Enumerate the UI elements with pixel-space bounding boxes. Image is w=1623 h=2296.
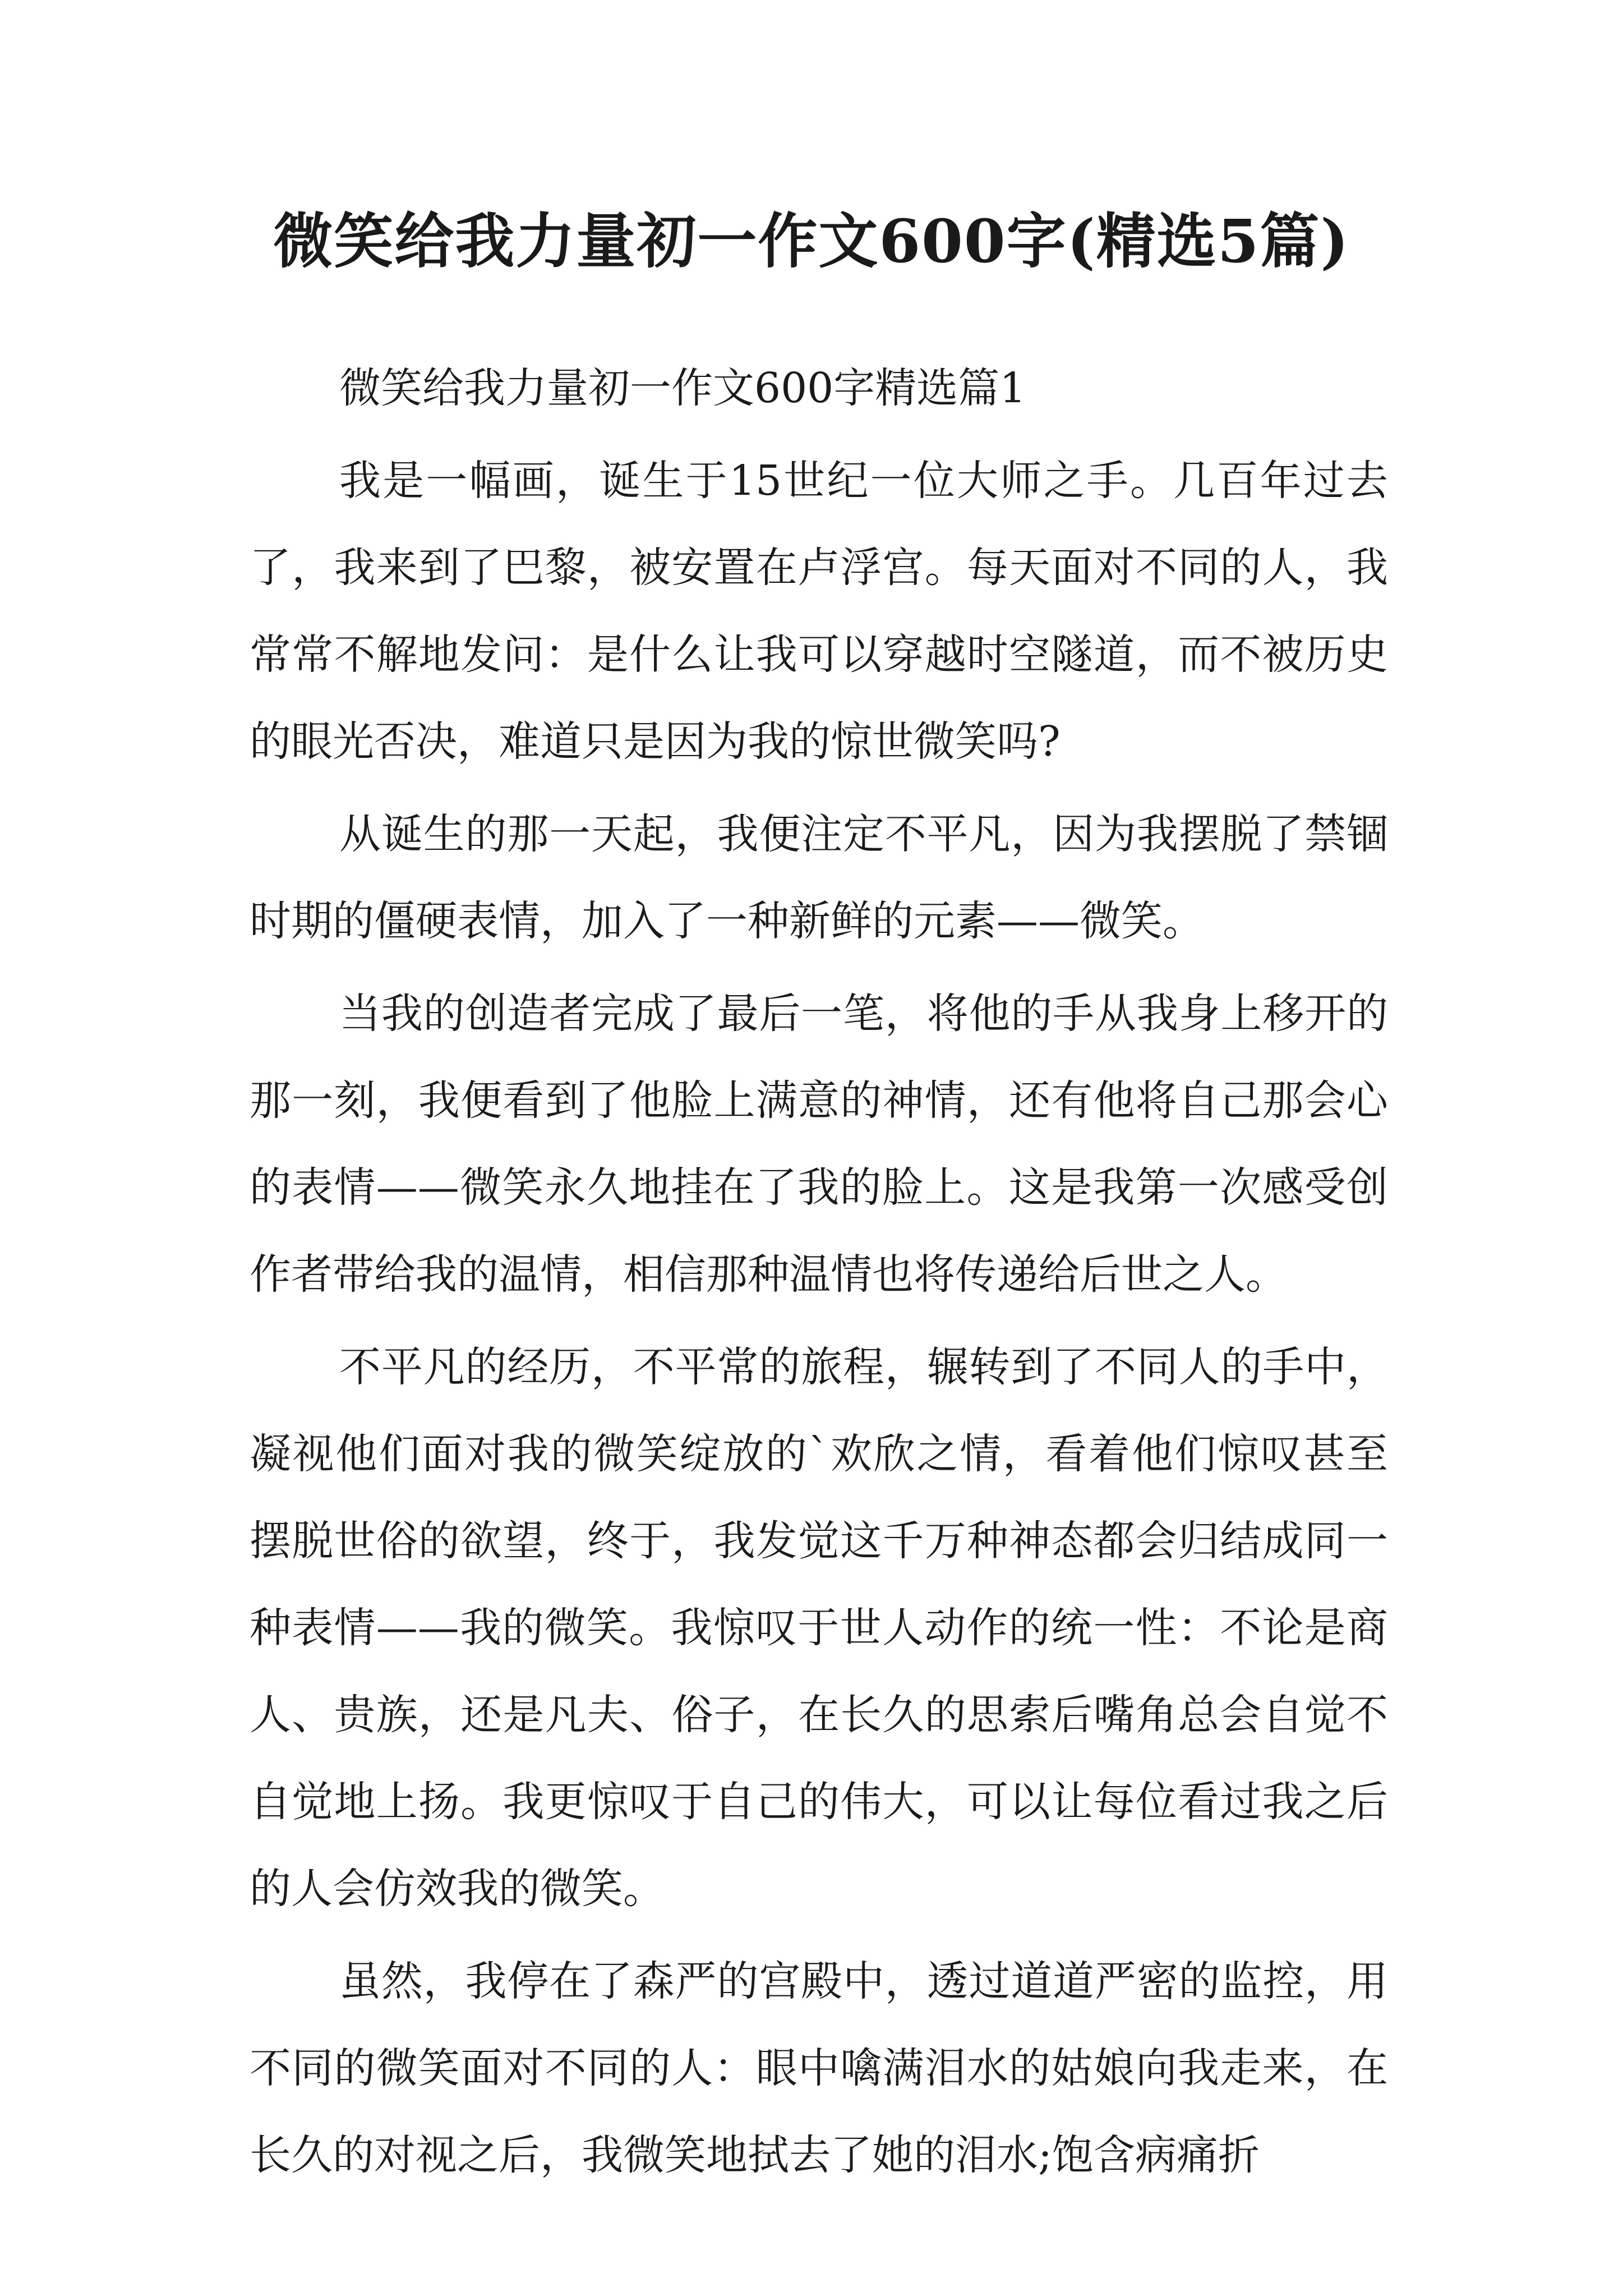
paragraph-5: 虽然，我停在了森严的宫殿中，透过道道严密的监控，用不同的微笑面对不同的人：眼中噙满泪水的姑娘向我走来，在长久的对视之后，我微笑地拭去了她的泪水;饱含病痛折 [250, 1957, 1388, 2179]
paragraph-4: 不平凡的经历，不平常的旅程，辗转到了不同人的手中，凝视他们面对我的微笑绽放的`欢欣之情，看着他们惊叹甚至摆脱世俗的欲望，终于，我发觉这千万种神态都会归结成同一种表情——我的微笑。我惊叹于世人动作的统一性：不论是商人、贵族，还是凡夫、俗子，在长久的思索后嘴角总会自觉不自觉地上扬。我更惊叹于自己的伟大，可以让每位看过我之后的人会仿效我的微笑。 [250, 1343, 1388, 1913]
section-heading: 微笑给我力量初一作文600字精选篇1 [339, 364, 1026, 412]
paragraph-3: 当我的创造者完成了最后一笔，将他的手从我身上移开的那一刻，我便看到了他脸上满意的神情，还有他将自己那会心的表情——微笑永久地挂在了我的脸上。这是我第一次感受创作者带给我的温情，相信那种温情也将传递给后世之人。 [250, 990, 1388, 1299]
paragraph-1: 我是一幅画，诞生于15世纪一位大师之手。几百年过去了，我来到了巴黎，被安置在卢浮宫。每天面对不同的人，我常常不解地发问：是什么让我可以穿越时空隧道，而不被历史的眼光否决，难道只是因为我的惊世微笑吗? [250, 457, 1388, 766]
document-body [250, 345, 1388, 2205]
paragraph-2: 从诞生的那一天起，我便注定不平凡，因为我摆脱了禁锢时期的僵硬表情，加入了一种新鲜的元素——微笑。 [250, 810, 1388, 945]
document-title: 微笑给我力量初一作文600字(精选5篇) [273, 206, 1350, 276]
